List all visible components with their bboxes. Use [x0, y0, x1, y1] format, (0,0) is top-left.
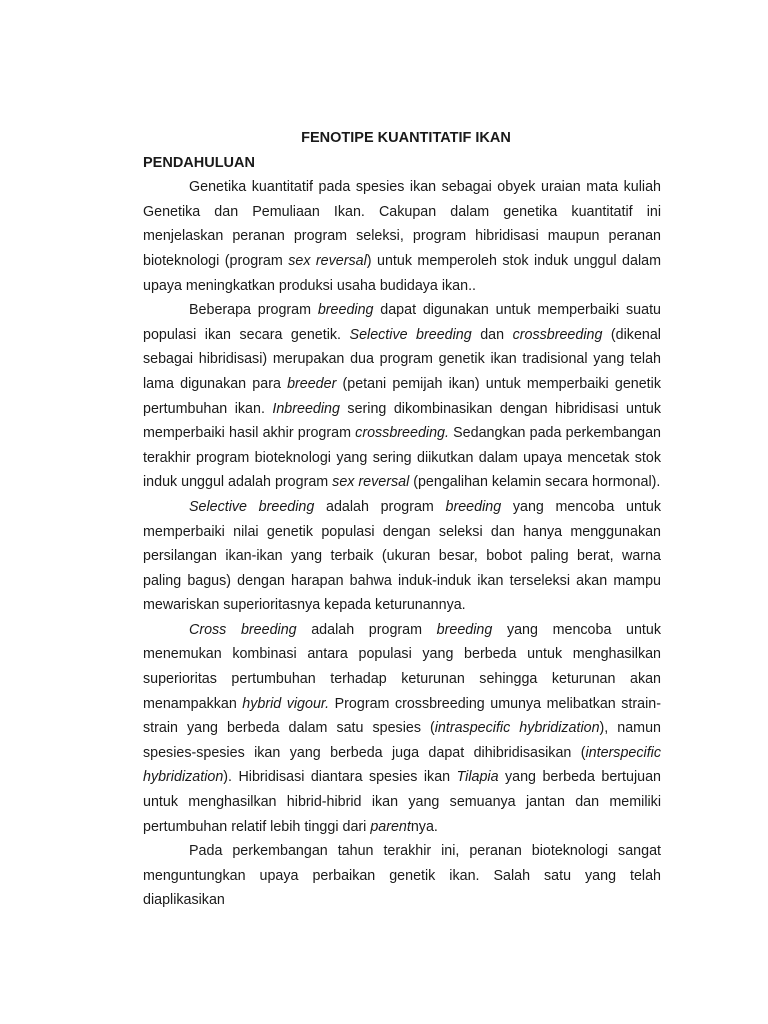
paragraph-5	[143, 839, 661, 913]
text-run: (petani pemijah ikan) untuk memperbaiki genetik pertumbuhan ikan.	[143, 375, 661, 417]
text-run: ). Hibridisasi diantara spesies ikan	[223, 769, 457, 786]
text-run: adalah program	[296, 621, 437, 638]
text-run: (dikenal sebagai hibridisasi) merupakan dua program genetik ikan tradisional yang telah lama digunakan para	[143, 326, 661, 392]
italic-term: crossbreeding	[512, 326, 603, 343]
text-run: dan	[471, 326, 513, 343]
italic-term: Inbreeding	[272, 400, 340, 417]
italic-term: breeding	[436, 621, 493, 638]
paragraph-1	[143, 175, 661, 298]
text-run: yang berbeda bertujuan untuk menghasilkan hibrid-hibrid ikan yang semuanya jantan dan memiliki pertumbuhan relatif lebih tinggi dari	[143, 769, 661, 835]
italic-term: Selective breeding	[349, 326, 472, 343]
text-run: Beberapa program	[189, 302, 318, 319]
italic-term: sex reversal	[288, 252, 367, 269]
text-run: yang mencoba untuk menemukan kombinasi antara populasi yang berbeda untuk menghasilkan superioritas pertumbuhan terhadap keturunan sehingga keturunan akan menampakkan	[143, 621, 661, 712]
italic-term: crossbreeding.	[355, 425, 449, 442]
document-title: FENOTIPE KUANTITATIF IKAN	[301, 130, 511, 146]
italic-term: interspecific hybridization	[143, 744, 661, 786]
italic-term: hybrid vigour.	[242, 695, 330, 712]
document-page	[143, 126, 661, 913]
paragraph-2	[143, 298, 661, 495]
italic-term: sex reversal	[332, 474, 410, 491]
text-run: ) untuk memperoleh stok induk unggul dalam upaya meningkatkan produksi usaha budidaya ikan..	[143, 252, 661, 294]
section-heading: PENDAHULUAN	[143, 154, 255, 171]
paragraph-4	[143, 618, 661, 839]
text-run: Genetika kuantitatif pada spesies ikan sebagai obyek uraian mata kuliah Genetika dan Pemuliaan Ikan. Cakupan dalam genetika kuantitatif ini menjelaskan peranan program seleksi, program hibridisasi maupun peranan bioteknologi (program	[143, 179, 661, 269]
text-run: Pada perkembangan tahun terakhir ini, peranan bioteknologi sangat menguntungkan upaya perbaikan genetik ikan. Salah satu yang telah diaplikasikan	[143, 843, 661, 909]
italic-term: Cross breeding	[189, 621, 297, 638]
text-run: adalah program	[314, 498, 446, 515]
text-run: dapat digunakan untuk memperbaiki suatu populasi ikan secara genetik.	[143, 302, 661, 343]
text-run: sering dikombinasikan dengan hibridisasi untuk memperbaiki hasil akhir program	[143, 400, 661, 442]
italic-term: breeder	[287, 375, 337, 392]
italic-term: breeding	[317, 302, 374, 319]
text-run: Program crossbreeding umunya melibatkan strain-strain yang berbeda dalam satu spesies (	[143, 695, 661, 737]
italic-term: Selective breeding	[189, 498, 315, 515]
italic-term: Tilapia	[456, 769, 499, 786]
italic-term: breeding	[445, 498, 502, 515]
text-run: ), namun spesies-spesies ikan yang berbeda juga dapat dihibridisasikan (	[143, 720, 661, 761]
paragraph-3	[143, 495, 661, 618]
text-run: yang mencoba untuk memperbaiki nilai genetik populasi dengan seleksi dan hanya menggunakan persilangan ikan-ikan yang terbaik (ukuran besar, bobot paling berat, warna paling bagus) dengan harapan bahwa induk-induk ikan terseleksi akan mampu mewariskan superioritasnya kepada keturunannya.	[143, 498, 661, 614]
italic-term: intraspecific hybridization	[434, 720, 600, 737]
text-run: (pengalihan kelamin secara hormonal).	[409, 474, 661, 491]
text-run: nya.	[410, 818, 438, 835]
italic-term: parent	[370, 818, 411, 835]
text-run: Sedangkan pada perkembangan terakhir program bioteknologi yang sering diikutkan dalam upaya mencetak stok induk unggul adalah program	[143, 425, 662, 491]
